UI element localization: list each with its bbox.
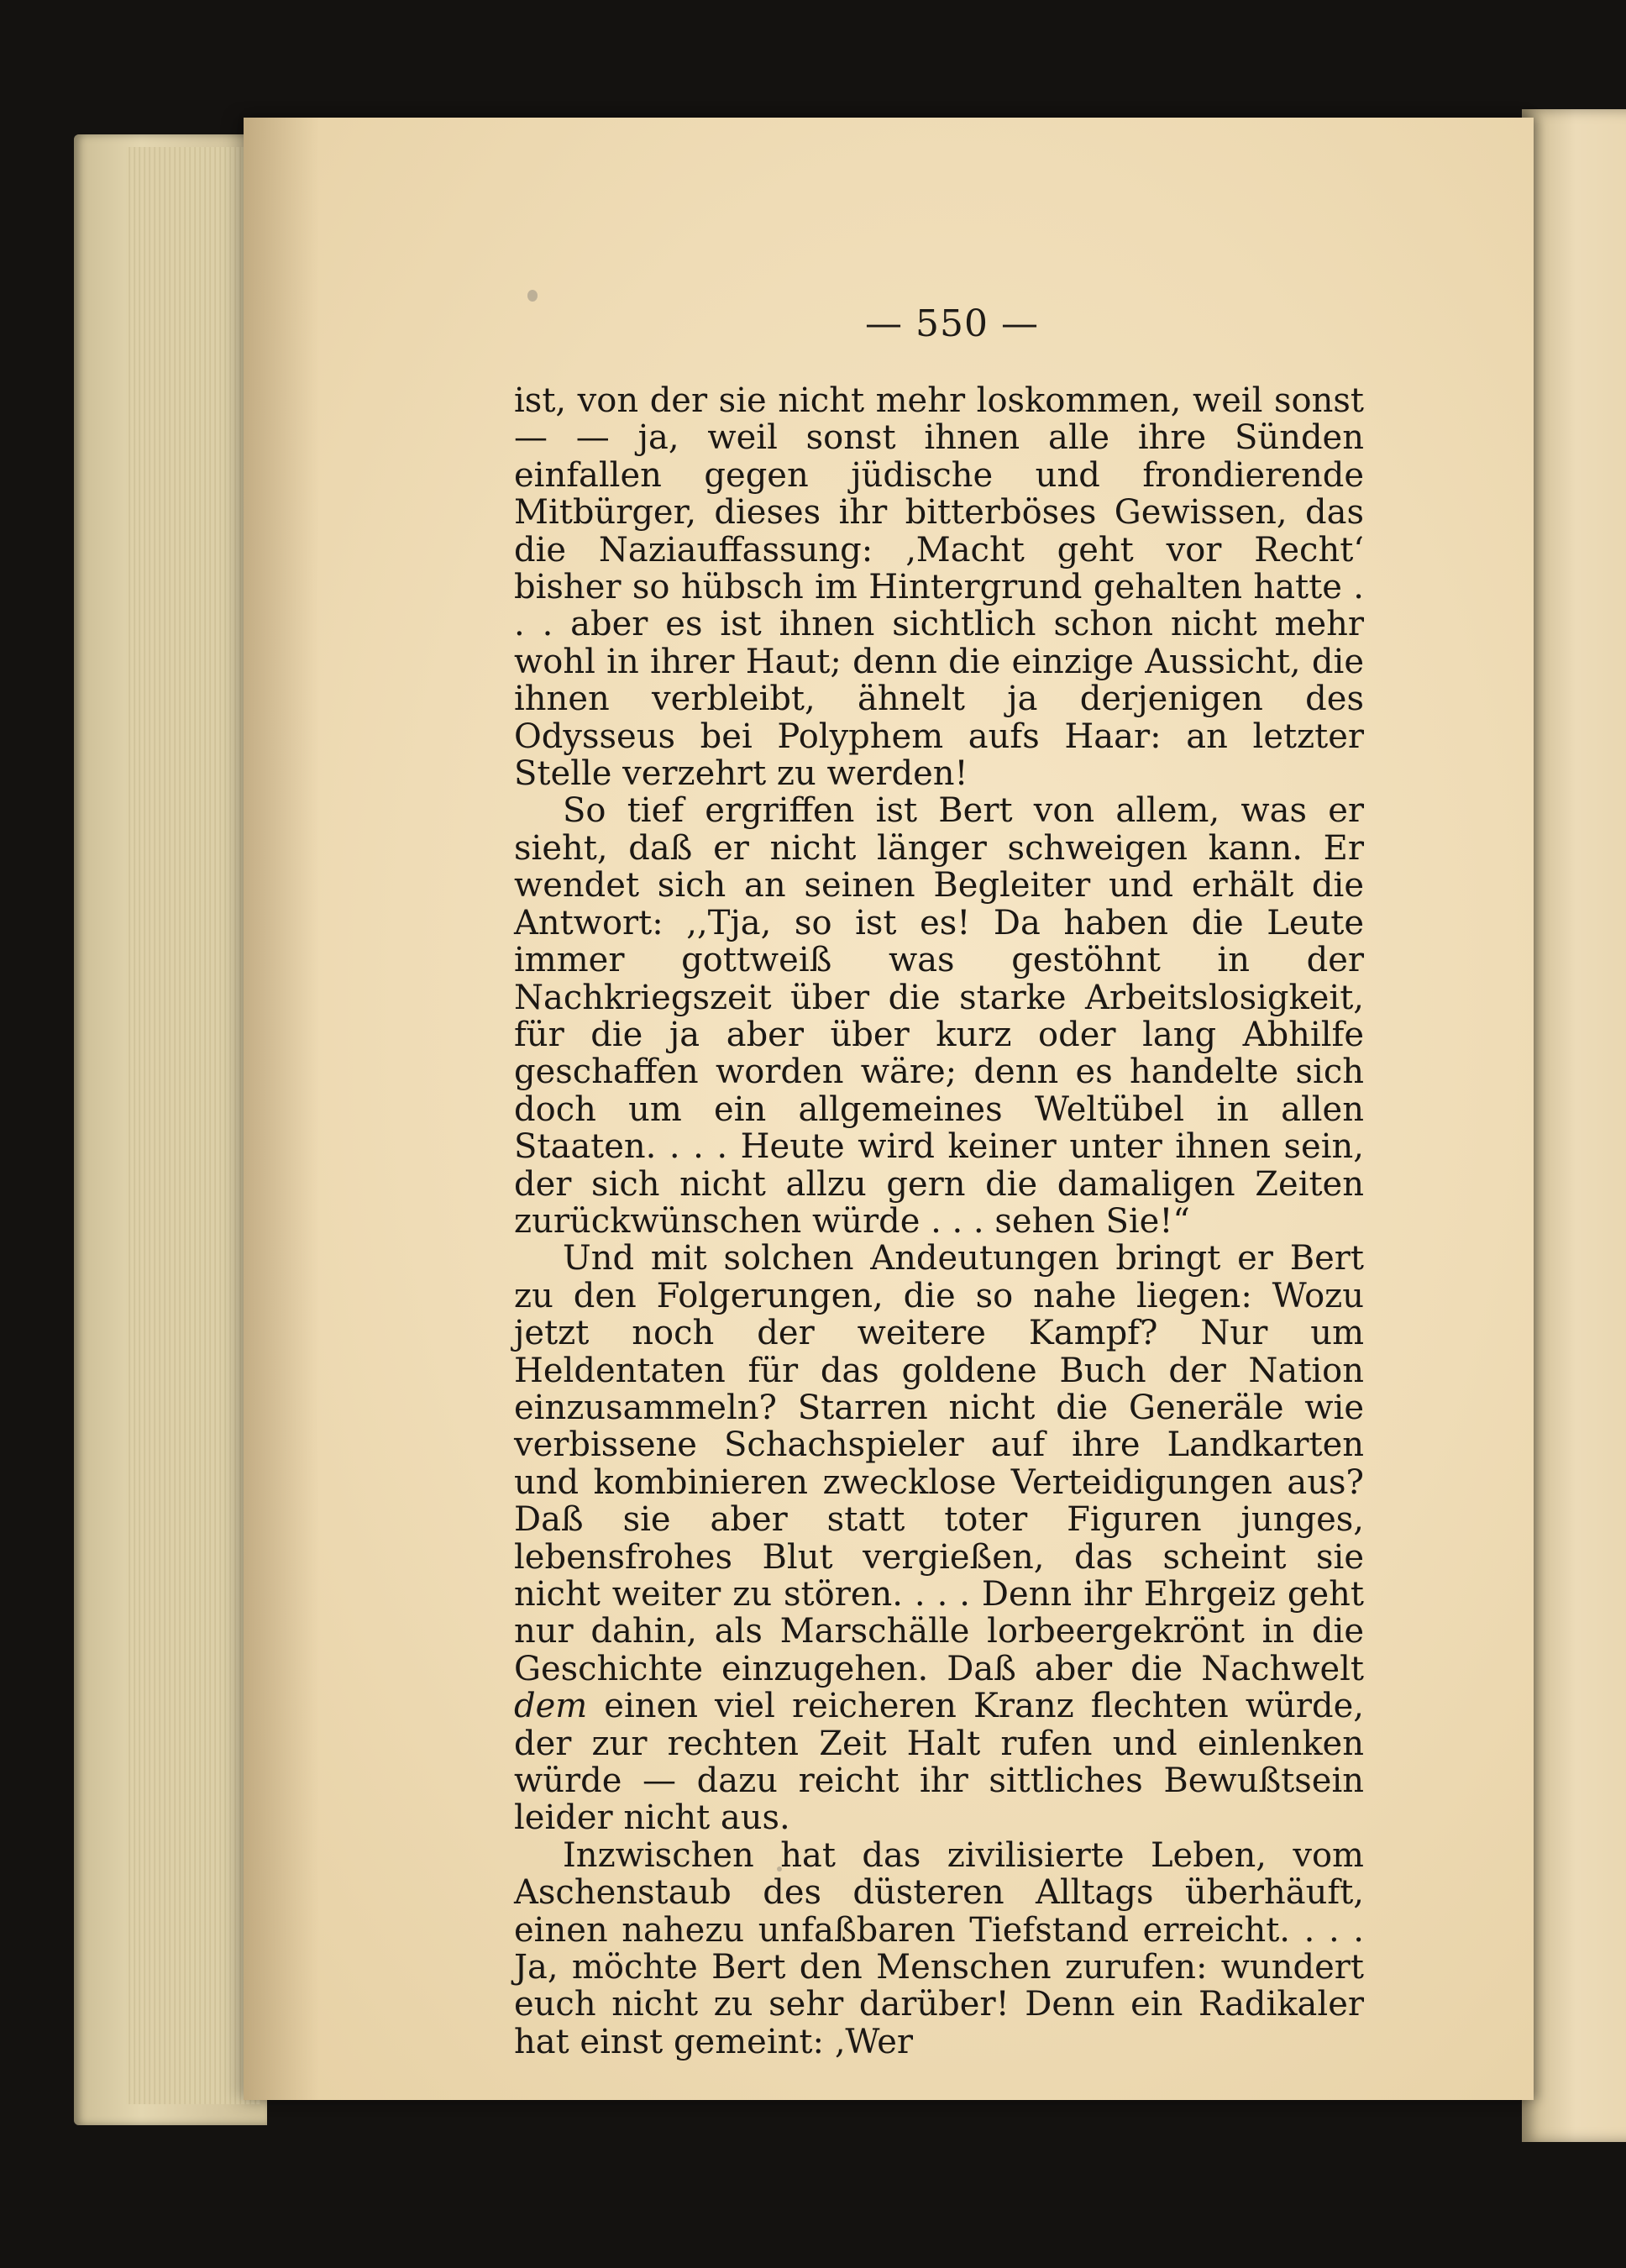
paragraph-text: Und mit solchen Andeutungen bringt er Bert zu den Folgerungen, die so nahe liegen: Wozu jetzt noch der weitere Kampf? Nur um Heldentaten für das goldene Buch der Nation einzusammeln? Starren nicht die Generäle wie verbissene Schachspieler auf ihre Landkarten und kombinieren zwecklose Verteidigungen aus? Daß sie aber statt toter Figuren junges, lebensfrohes Blut vergießen, das scheint sie nicht weiter zu stören. . . . Denn ihr Ehrgeiz geht nur dahin, als Marschälle lorbeergekrönt in die Geschichte einzugehen. Daß aber die Nachwelt bbox=[514, 1239, 1364, 1688]
page-stack bbox=[126, 147, 260, 2104]
body-text bbox=[514, 382, 1364, 2061]
facing-page bbox=[1522, 109, 1626, 2142]
paragraph bbox=[514, 1837, 1364, 2061]
paragraph-text: Inzwischen hat das zivilisierte Leben, vom Aschenstaub des düsteren Alltags überhäuft, einen nahezu unfaßbaren Tiefstand erreicht. . . . Ja, möchte Bert den Menschen zurufen: wundert euch nicht zu sehr darüber! Denn ein Radikaler hat einst gemeint: ‚Wer bbox=[514, 1835, 1364, 2061]
paragraph-text: ist, von der sie nicht mehr loskommen, weil sonst — — ja, weil sonst ihnen alle ihre Sünden einfallen gegen jüdische und frondierende Mitbürger, dieses ihr bitterböses Gewissen, das die Naziauffassung: ‚Macht geht vor Recht‘ bisher so hübsch im Hintergrund gehalten hatte . . . aber es ist ihnen sichtlich schon nicht mehr wohl in ihrer Haut; denn die einzige Aussicht, die ihnen verbleibt, ähnelt ja derjenigen des Odysseus bei Polyphem aufs Haar: an letzter Stelle verzehrt zu werden! bbox=[514, 381, 1364, 794]
emphasis-text: dem bbox=[514, 1687, 588, 1726]
paragraph bbox=[514, 382, 1364, 792]
paragraph-text: So tief ergriffen ist Bert von allem, was er sieht, daß er nicht länger schweigen kann. Er wendet sich an seinen Begleiter und erhält die Antwort: ,,Tja, so ist es! Da haben die Leute immer gottweiß was gestöhnt in der Nachkriegszeit über die starke Arbeitslosigkeit, für die ja aber über kurz oder lang Abhilfe geschaffen worden wäre; denn es handelte sich doch um ein allgemeines Weltübel in allen Staaten. . . . Heute wird keiner unter ihnen sein, der sich nicht allzu gern die damaligen Zeiten zurückwünschen würde . . . sehen Sie!“ bbox=[514, 791, 1364, 1241]
paragraph bbox=[514, 792, 1364, 1240]
paragraph bbox=[514, 1240, 1364, 1837]
gutter-shadow bbox=[244, 118, 319, 2100]
page-number: — 550 — bbox=[865, 302, 1039, 345]
ink-smudge bbox=[527, 290, 538, 302]
paragraph-text: einen viel reicheren Kranz flechten würde, der zur rechten Zeit Halt rufen und einlenken würde — dazu reicht ihr sittliches Bewußtsein leider nicht aus. bbox=[514, 1687, 1364, 1838]
